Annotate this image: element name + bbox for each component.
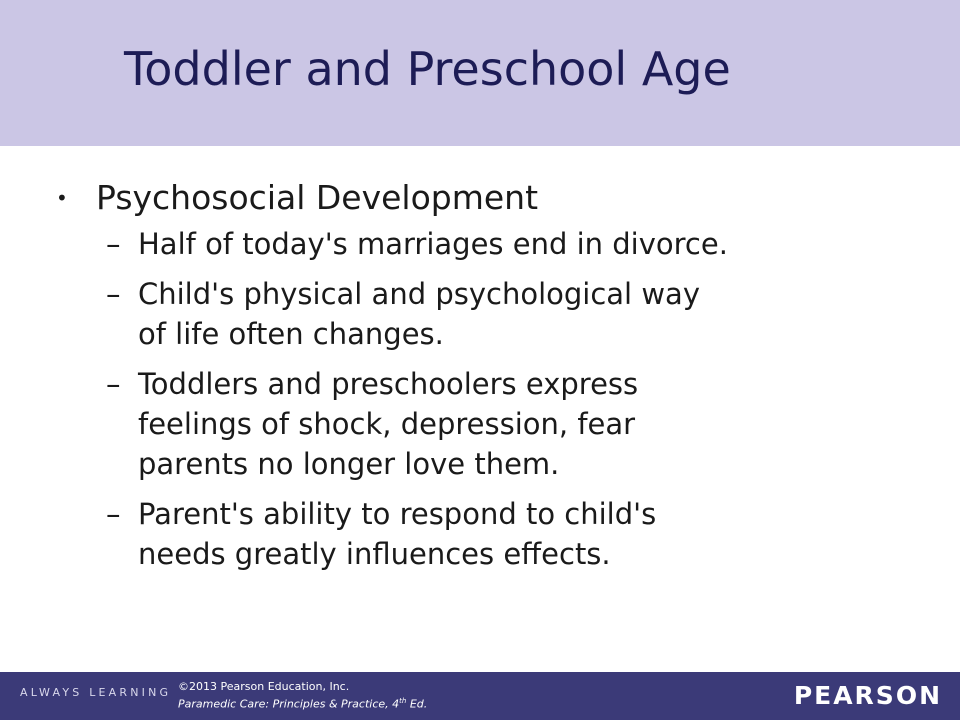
sub-bullet-line: needs greatly influences effects. xyxy=(138,537,611,571)
main-bullet xyxy=(56,174,916,222)
dash-marker: – xyxy=(106,497,121,531)
pearson-logo: PEARSON xyxy=(793,681,942,710)
dash-marker: – xyxy=(106,227,121,261)
main-bullet-text: Psychosocial Development xyxy=(96,178,539,217)
slide-content xyxy=(56,174,916,574)
sub-bullet-item xyxy=(106,224,916,264)
sub-bullet-line: Half of today's marriages end in divorce. xyxy=(138,227,728,261)
bullet-marker: • xyxy=(56,186,68,210)
sub-bullet-line: Child's physical and psychological way xyxy=(138,277,700,311)
sub-bullet-line: Parent's ability to respond to child's xyxy=(138,497,657,531)
slide-title: Toddler and Preschool Age xyxy=(124,42,731,96)
edition-suffix: Ed. xyxy=(406,697,428,711)
book-title: Paramedic Care: Principles & Practice, 4 xyxy=(178,697,400,711)
edition-superscript: th xyxy=(399,697,407,705)
always-learning-tagline: ALWAYS LEARNING xyxy=(20,686,172,699)
sub-bullet-list xyxy=(56,224,916,574)
copyright-text: ©2013 Pearson Education, Inc. xyxy=(178,680,350,693)
sub-bullet-item xyxy=(106,274,916,354)
sub-bullet-line: of life often changes. xyxy=(138,317,444,351)
dash-marker: – xyxy=(106,367,121,401)
sub-bullet-line: feelings of shock, depression, fear xyxy=(138,407,636,441)
title-bar xyxy=(0,0,960,146)
sub-bullet-item xyxy=(106,364,916,484)
book-citation xyxy=(178,694,427,712)
copyright-block xyxy=(178,680,427,712)
footer-bar xyxy=(0,672,960,720)
dash-marker: – xyxy=(106,277,121,311)
sub-bullet-line: parents no longer love them. xyxy=(138,447,560,481)
sub-bullet-item xyxy=(106,494,916,574)
sub-bullet-line: Toddlers and preschoolers express xyxy=(138,367,639,401)
